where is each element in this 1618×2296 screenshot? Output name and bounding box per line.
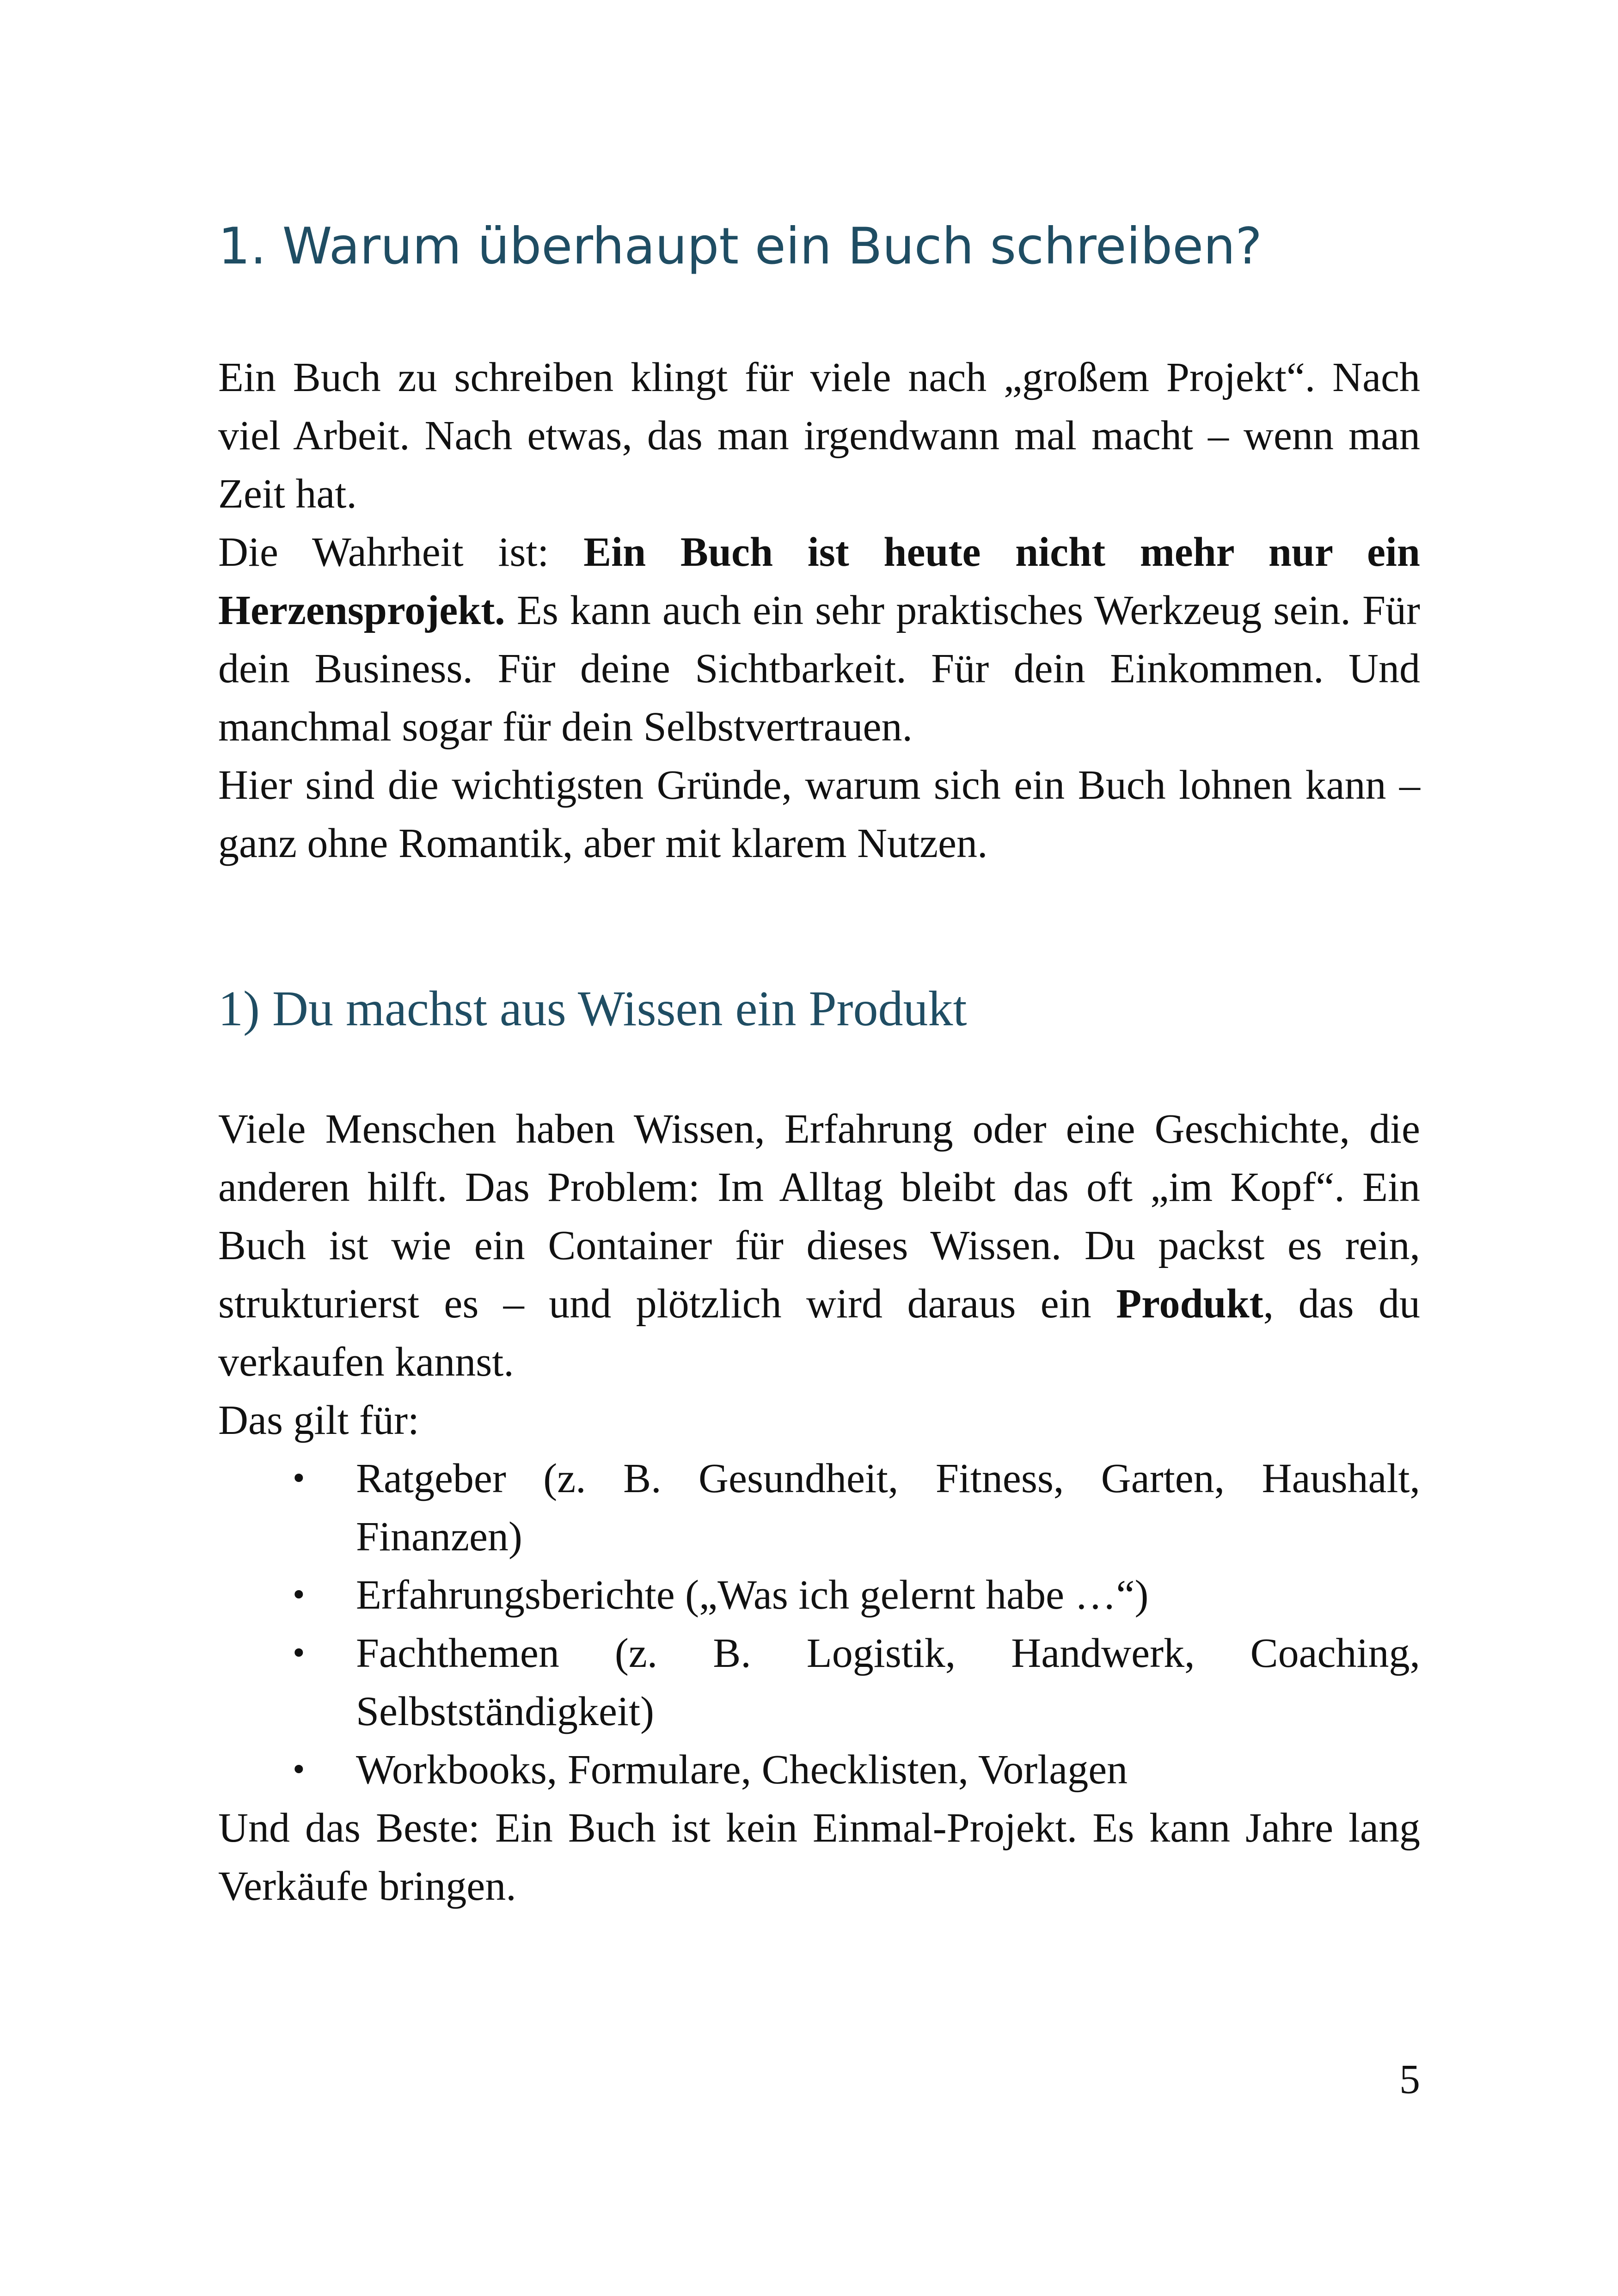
closing-paragraph: Und das Beste: Ein Buch ist kein Einmal-Projekt. Es kann Jahre lang Verkäufe bringen.: [218, 1805, 1420, 1909]
chapter-title: 1. Warum überhaupt ein Buch schreiben?: [218, 217, 1263, 276]
bullet-icon: •: [290, 1636, 307, 1670]
bullet-icon: •: [290, 1578, 307, 1612]
section-paragraph-1-bold: Produkt: [1116, 1281, 1263, 1327]
list-item-text: Erfahrungsberichte („Was ich gelernt habe …“): [356, 1572, 1149, 1618]
bullet-icon: •: [290, 1753, 307, 1787]
list-intro: Das gilt für:: [218, 1397, 419, 1443]
section-body: [218, 1100, 1420, 1916]
list-item: [218, 1624, 1420, 1741]
intro-paragraph-2-bold: Ein Buch ist heute nicht mehr nur ein Herzensprojekt.: [218, 529, 1420, 633]
chapter-intro: [218, 349, 1420, 873]
list-item-text: Ratgeber (z. B. Gesundheit, Fitness, Garten, Haushalt, Finanzen): [356, 1456, 1420, 1560]
intro-paragraph-2-prefix: Die Wahrheit ist:: [218, 529, 584, 575]
list-item: [218, 1741, 1420, 1799]
intro-paragraph-3: Hier sind die wichtigsten Gründe, warum sich ein Buch lohnen kann – ganz ohne Romantik, aber mit klarem Nutzen.: [218, 762, 1420, 866]
bullet-icon: •: [290, 1462, 307, 1495]
intro-paragraph-2: [218, 523, 1420, 756]
section-paragraph-1-prefix: Viele Menschen haben Wissen, Erfahrung oder eine Geschichte, die anderen hilft. Das Problem: Im Alltag bleibt das oft „im Kopf“. Ein Buch ist wie ein Container für dieses Wissen. Du packst es rein, strukturierst es – und plötzlich wird daraus ein: [218, 1106, 1420, 1327]
page-number: 5: [1399, 2057, 1420, 2102]
intro-paragraph-2-suffix: Es kann auch ein sehr praktisches Werkzeug sein. Für dein Business. Für deine Sichtbarkeit. Für dein Einkommen. Und manchmal sogar für dein Selbstvertrauen.: [218, 588, 1420, 750]
section-heading: 1) Du machst aus Wissen ein Produkt: [218, 981, 967, 1036]
list-item: [218, 1450, 1420, 1566]
section-paragraph-1-suffix: , das du verkaufen kannst.: [218, 1281, 1420, 1385]
list-item: [218, 1566, 1420, 1624]
section-paragraph-1: [218, 1100, 1420, 1391]
list-item-text: Workbooks, Formulare, Checklisten, Vorlagen: [356, 1747, 1128, 1793]
list-item-text: Fachthemen (z. B. Logistik, Handwerk, Coaching, Selbstständigkeit): [356, 1630, 1420, 1734]
intro-paragraph-1: Ein Buch zu schreiben klingt für viele nach „großem Projekt“. Nach viel Arbeit. Nach etwas, das man irgendwann mal macht – wenn man Zeit hat.: [218, 355, 1420, 517]
bullet-list: [218, 1450, 1420, 1799]
